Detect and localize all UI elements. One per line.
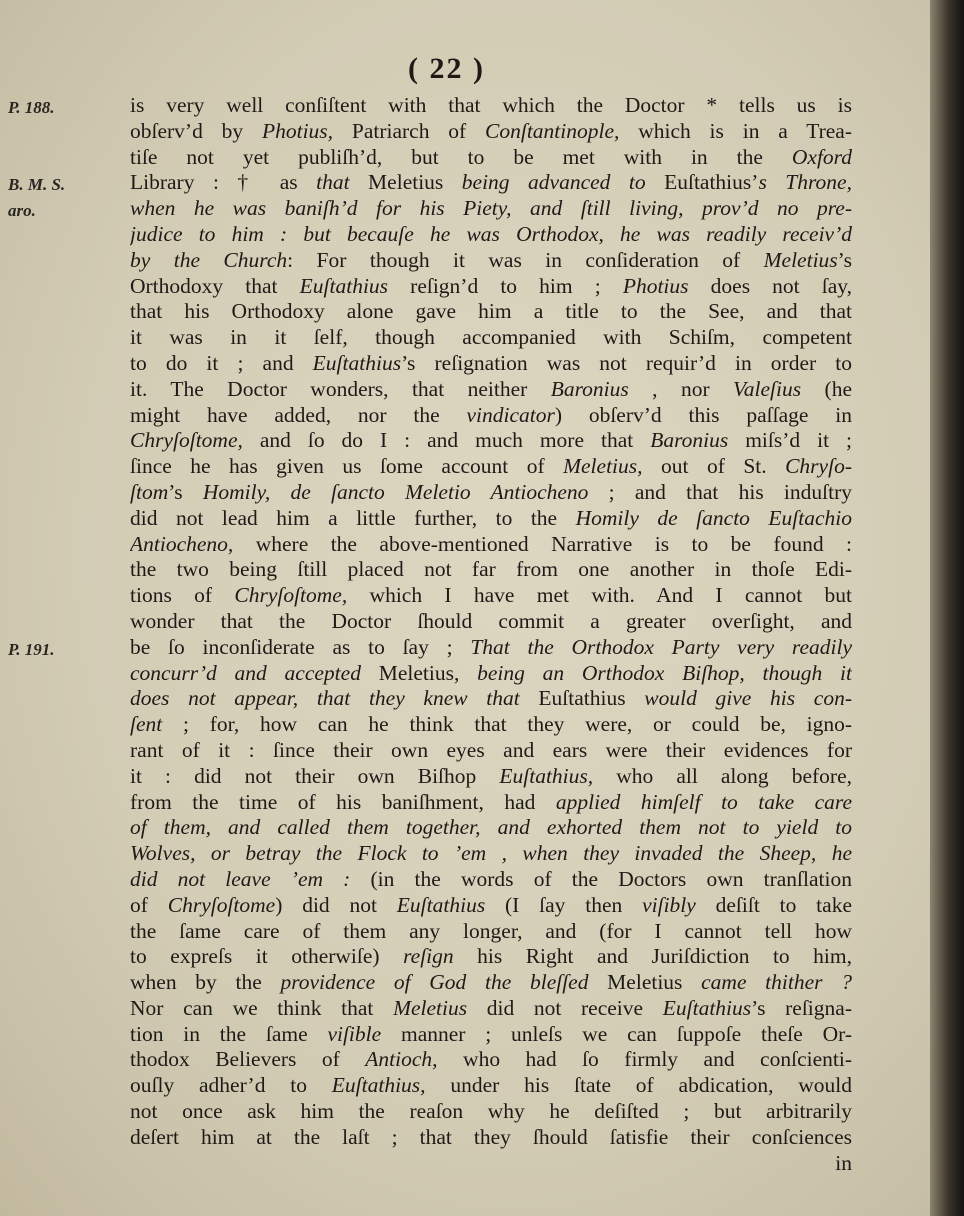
text-line — [130, 1125, 852, 1151]
italic-text: reſign — [403, 944, 454, 969]
page-number: ( 22 ) — [408, 52, 485, 85]
text-line — [130, 996, 852, 1022]
text-span: (in the words of the Doctors own tranſlation — [350, 866, 852, 891]
italic-text: did not leave ’em : — [130, 866, 351, 891]
text-line — [130, 325, 852, 351]
italic-text: Baronius — [650, 428, 729, 453]
text-line — [130, 299, 852, 325]
margin-note: aro. — [8, 201, 36, 221]
italic-text: Conſtantinople, — [485, 118, 620, 143]
text-span: and ſo do I : and much more that — [242, 428, 651, 453]
text-span: Patriarch of — [333, 118, 486, 143]
text-line — [130, 583, 852, 609]
italic-text: Euſtathius — [396, 892, 486, 917]
text-span: Meletius, — [360, 660, 478, 685]
text-line — [130, 454, 852, 480]
text-line — [130, 815, 852, 841]
italic-text: Euſtathius — [299, 273, 389, 298]
text-line — [130, 919, 852, 945]
text-line — [130, 93, 852, 119]
italic-text: viſible — [327, 1021, 382, 1046]
text-line — [130, 428, 852, 454]
italic-text: when he was baniſh’d for his Piety, and ſtill living, prov’d no pre- — [130, 196, 852, 221]
text-span: ) obſerv’d this paſſage in — [554, 402, 852, 427]
text-span: : For though it was in conſideration of — [287, 247, 764, 272]
italic-text: Chryſoſtome — [167, 892, 276, 917]
book-gutter — [930, 0, 964, 1216]
text-span: deſert him at the laſt ; that they ſhould ſatisfie their conſciences — [130, 1124, 852, 1149]
text-line — [130, 1073, 852, 1099]
italic-text: That the Orthodox Party very readily — [470, 634, 852, 659]
italic-text: viſibly — [642, 892, 696, 917]
text-line — [130, 609, 852, 635]
text-span: does not ſay, — [688, 273, 852, 298]
text-span: is very well conſiſtent with that which the Doctor * tells us is — [130, 93, 852, 117]
text-line — [130, 196, 852, 222]
italic-text: Chryſoſtome, — [130, 428, 243, 453]
text-span: ouſly adher’d to — [130, 1073, 332, 1098]
text-span: ’s — [837, 247, 852, 272]
text-line — [130, 119, 852, 145]
italic-text: Baronius — [550, 376, 629, 401]
text-span: that his Orthodoxy alone gave him a title to the See, and that — [130, 299, 852, 324]
italic-text: Euſtathius, — [331, 1073, 426, 1098]
italic-text: Meletius — [393, 995, 468, 1020]
text-line — [130, 1099, 852, 1125]
text-span: Euſtathius — [519, 686, 645, 711]
italic-text: providence of God the bleſſed — [280, 970, 589, 995]
text-line — [130, 170, 852, 196]
text-span: when by the — [130, 970, 281, 995]
text-span: might have added, nor the — [130, 402, 467, 427]
text-line — [130, 712, 852, 738]
text-span: who had ſo firmly and conſcienti- — [437, 1047, 852, 1072]
text-line — [130, 686, 852, 712]
body-text — [130, 93, 852, 1176]
text-line — [130, 790, 852, 816]
text-line — [130, 145, 852, 171]
text-line — [130, 635, 852, 661]
text-line — [130, 1047, 852, 1073]
text-span: Orthodoxy that — [130, 273, 300, 298]
text-line — [130, 841, 852, 867]
text-span: to expreſs it otherwiſe) — [130, 944, 404, 969]
text-span: the ſame care of them any longer, and (for I cannot tell how — [130, 918, 852, 943]
italic-text: Euſtathius — [662, 995, 752, 1020]
text-span: who all along before, — [593, 763, 852, 788]
text-span: ; and that his induſtry — [588, 479, 852, 504]
italic-text: judice to him : but becauſe he was Orthodox, he was readily receiv’d — [130, 221, 852, 246]
italic-text: Chryſoſtome, — [234, 583, 348, 608]
text-span: it. The Doctor wonders, that neither — [130, 376, 551, 401]
text-span: under his ſtate of abdication, would — [425, 1073, 852, 1098]
text-span: Nor can we think that — [130, 995, 394, 1020]
text-line — [130, 248, 852, 274]
text-span: Euſtathius’ — [645, 170, 759, 195]
italic-text: Photius — [622, 273, 689, 298]
text-span: ’s reſignation was not requir’d in order to — [401, 350, 852, 375]
text-span: from the time of his baniſhment, had — [130, 789, 556, 814]
margin-note: P. 188. — [8, 98, 55, 117]
text-span: it : did not their own Biſhop — [130, 763, 500, 788]
text-span: Meletius — [349, 170, 462, 195]
text-span: wonder that the Doctor ſhould commit a greater overſight, and — [130, 608, 852, 633]
text-span: miſs’d it ; — [728, 428, 852, 453]
italic-text: Antiocheno, — [130, 531, 234, 556]
italic-text: came thither ? — [701, 970, 852, 995]
text-span: ’s — [168, 479, 203, 504]
text-span: (he — [801, 376, 852, 401]
italic-text: of them, and called them together, and exhorted them not to yield to — [130, 815, 852, 840]
text-span: tion in the ſame — [130, 1021, 328, 1046]
text-span: rant of it : ſince their own eyes and ears were their evidences for — [130, 737, 852, 762]
italic-text: ſent — [130, 712, 163, 737]
text-span: did not lead him a little further, to the — [130, 505, 576, 530]
italic-text: Euſtathius — [312, 350, 402, 375]
margin-note: P. 191. — [8, 639, 55, 659]
text-span: Library : † as — [130, 170, 317, 195]
text-line — [130, 274, 852, 300]
text-span: deſiſt to take — [695, 892, 852, 917]
italic-text: Homily de ſancto Euſtachio — [575, 505, 852, 530]
text-line — [130, 506, 852, 532]
text-span: (I ſay then — [485, 892, 643, 917]
italic-text: applied himſelf to take care — [555, 789, 852, 814]
text-span: Meletius — [588, 970, 702, 995]
italic-text: does not appear, that they knew that — [130, 686, 520, 711]
italic-text: Oxford — [791, 144, 852, 169]
text-line — [130, 351, 852, 377]
text-span: to do it ; and — [130, 350, 313, 375]
italic-text: Photius, — [261, 118, 334, 143]
text-span: ; for, how can he think that they were, or could be, igno- — [162, 712, 852, 737]
italic-text: vindicator — [466, 402, 555, 427]
italic-text: would give his con- — [644, 686, 852, 711]
text-span: reſign’d to him ; — [388, 273, 623, 298]
text-span: be ſo inconſiderate as to ſay ; — [130, 634, 471, 659]
text-span: out of St. — [642, 454, 786, 479]
text-line — [130, 532, 852, 558]
text-line — [130, 222, 852, 248]
text-line — [130, 377, 852, 403]
text-line — [130, 867, 852, 893]
text-span: thodox Believers of — [130, 1047, 366, 1072]
text-line — [130, 557, 852, 583]
text-span: obſerv’d by — [130, 118, 262, 143]
text-span: not once ask him the reaſon why he deſiſted ; but arbitrarily — [130, 1099, 852, 1124]
text-line — [130, 1022, 852, 1048]
italic-text: s Throne, — [758, 170, 852, 195]
italic-text: Meletius — [763, 247, 838, 272]
italic-text: Antioch, — [365, 1047, 438, 1072]
text-span: his Right and Juriſdiction to him, — [453, 944, 852, 969]
text-span: ’s reſigna- — [751, 995, 852, 1020]
text-line — [130, 403, 852, 429]
italic-text: Euſtathius, — [499, 763, 594, 788]
text-span: where the above-mentioned Narrative is to be found : — [233, 531, 852, 556]
text-span: manner ; unleſs we can ſuppoſe theſe Or- — [381, 1021, 852, 1046]
text-span: tions of — [130, 583, 235, 608]
text-span: which is in a Trea- — [619, 118, 852, 143]
text-line — [130, 480, 852, 506]
italic-text: Valeſius — [733, 376, 802, 401]
text-span: ) did not — [275, 892, 397, 917]
text-span: which I have met with. And I cannot but — [347, 583, 852, 608]
italic-text: being advanced to — [461, 170, 646, 195]
italic-text: being an Orthodox Biſhop, though it — [477, 660, 852, 685]
margin-note: B. M. S. — [8, 175, 66, 195]
italic-text: by the Church — [130, 247, 288, 272]
italic-text: Meletius, — [563, 454, 643, 479]
italic-text: that — [316, 170, 350, 195]
text-line — [130, 944, 852, 970]
text-span: tiſe not yet publiſh’d, but to be met with in the — [130, 144, 792, 169]
catchword: in — [835, 1150, 852, 1175]
italic-text: Chryſo- — [785, 454, 852, 479]
text-line — [130, 893, 852, 919]
italic-text: Wolves, or betray the Flock to ’em , when they invaded the Sheep, he — [130, 841, 852, 866]
text-line — [130, 764, 852, 790]
text-span: ſince he has given us ſome account of — [130, 454, 564, 479]
italic-text: Homily, de ſancto Meletio Antiocheno — [202, 479, 589, 504]
text-line — [130, 738, 852, 764]
text-span: did not receive — [467, 995, 663, 1020]
text-line — [130, 970, 852, 996]
text-span: the two being ſtill placed not far from one another in thoſe Edi- — [130, 557, 852, 582]
text-span: of — [130, 892, 168, 917]
text-span: , nor — [628, 376, 734, 401]
italic-text: concurr’d and accepted — [130, 660, 361, 685]
text-span: it was in it ſelf, though accompanied with Schiſm, competent — [130, 325, 852, 350]
text-line — [130, 661, 852, 687]
italic-text: ſtom — [130, 479, 169, 504]
